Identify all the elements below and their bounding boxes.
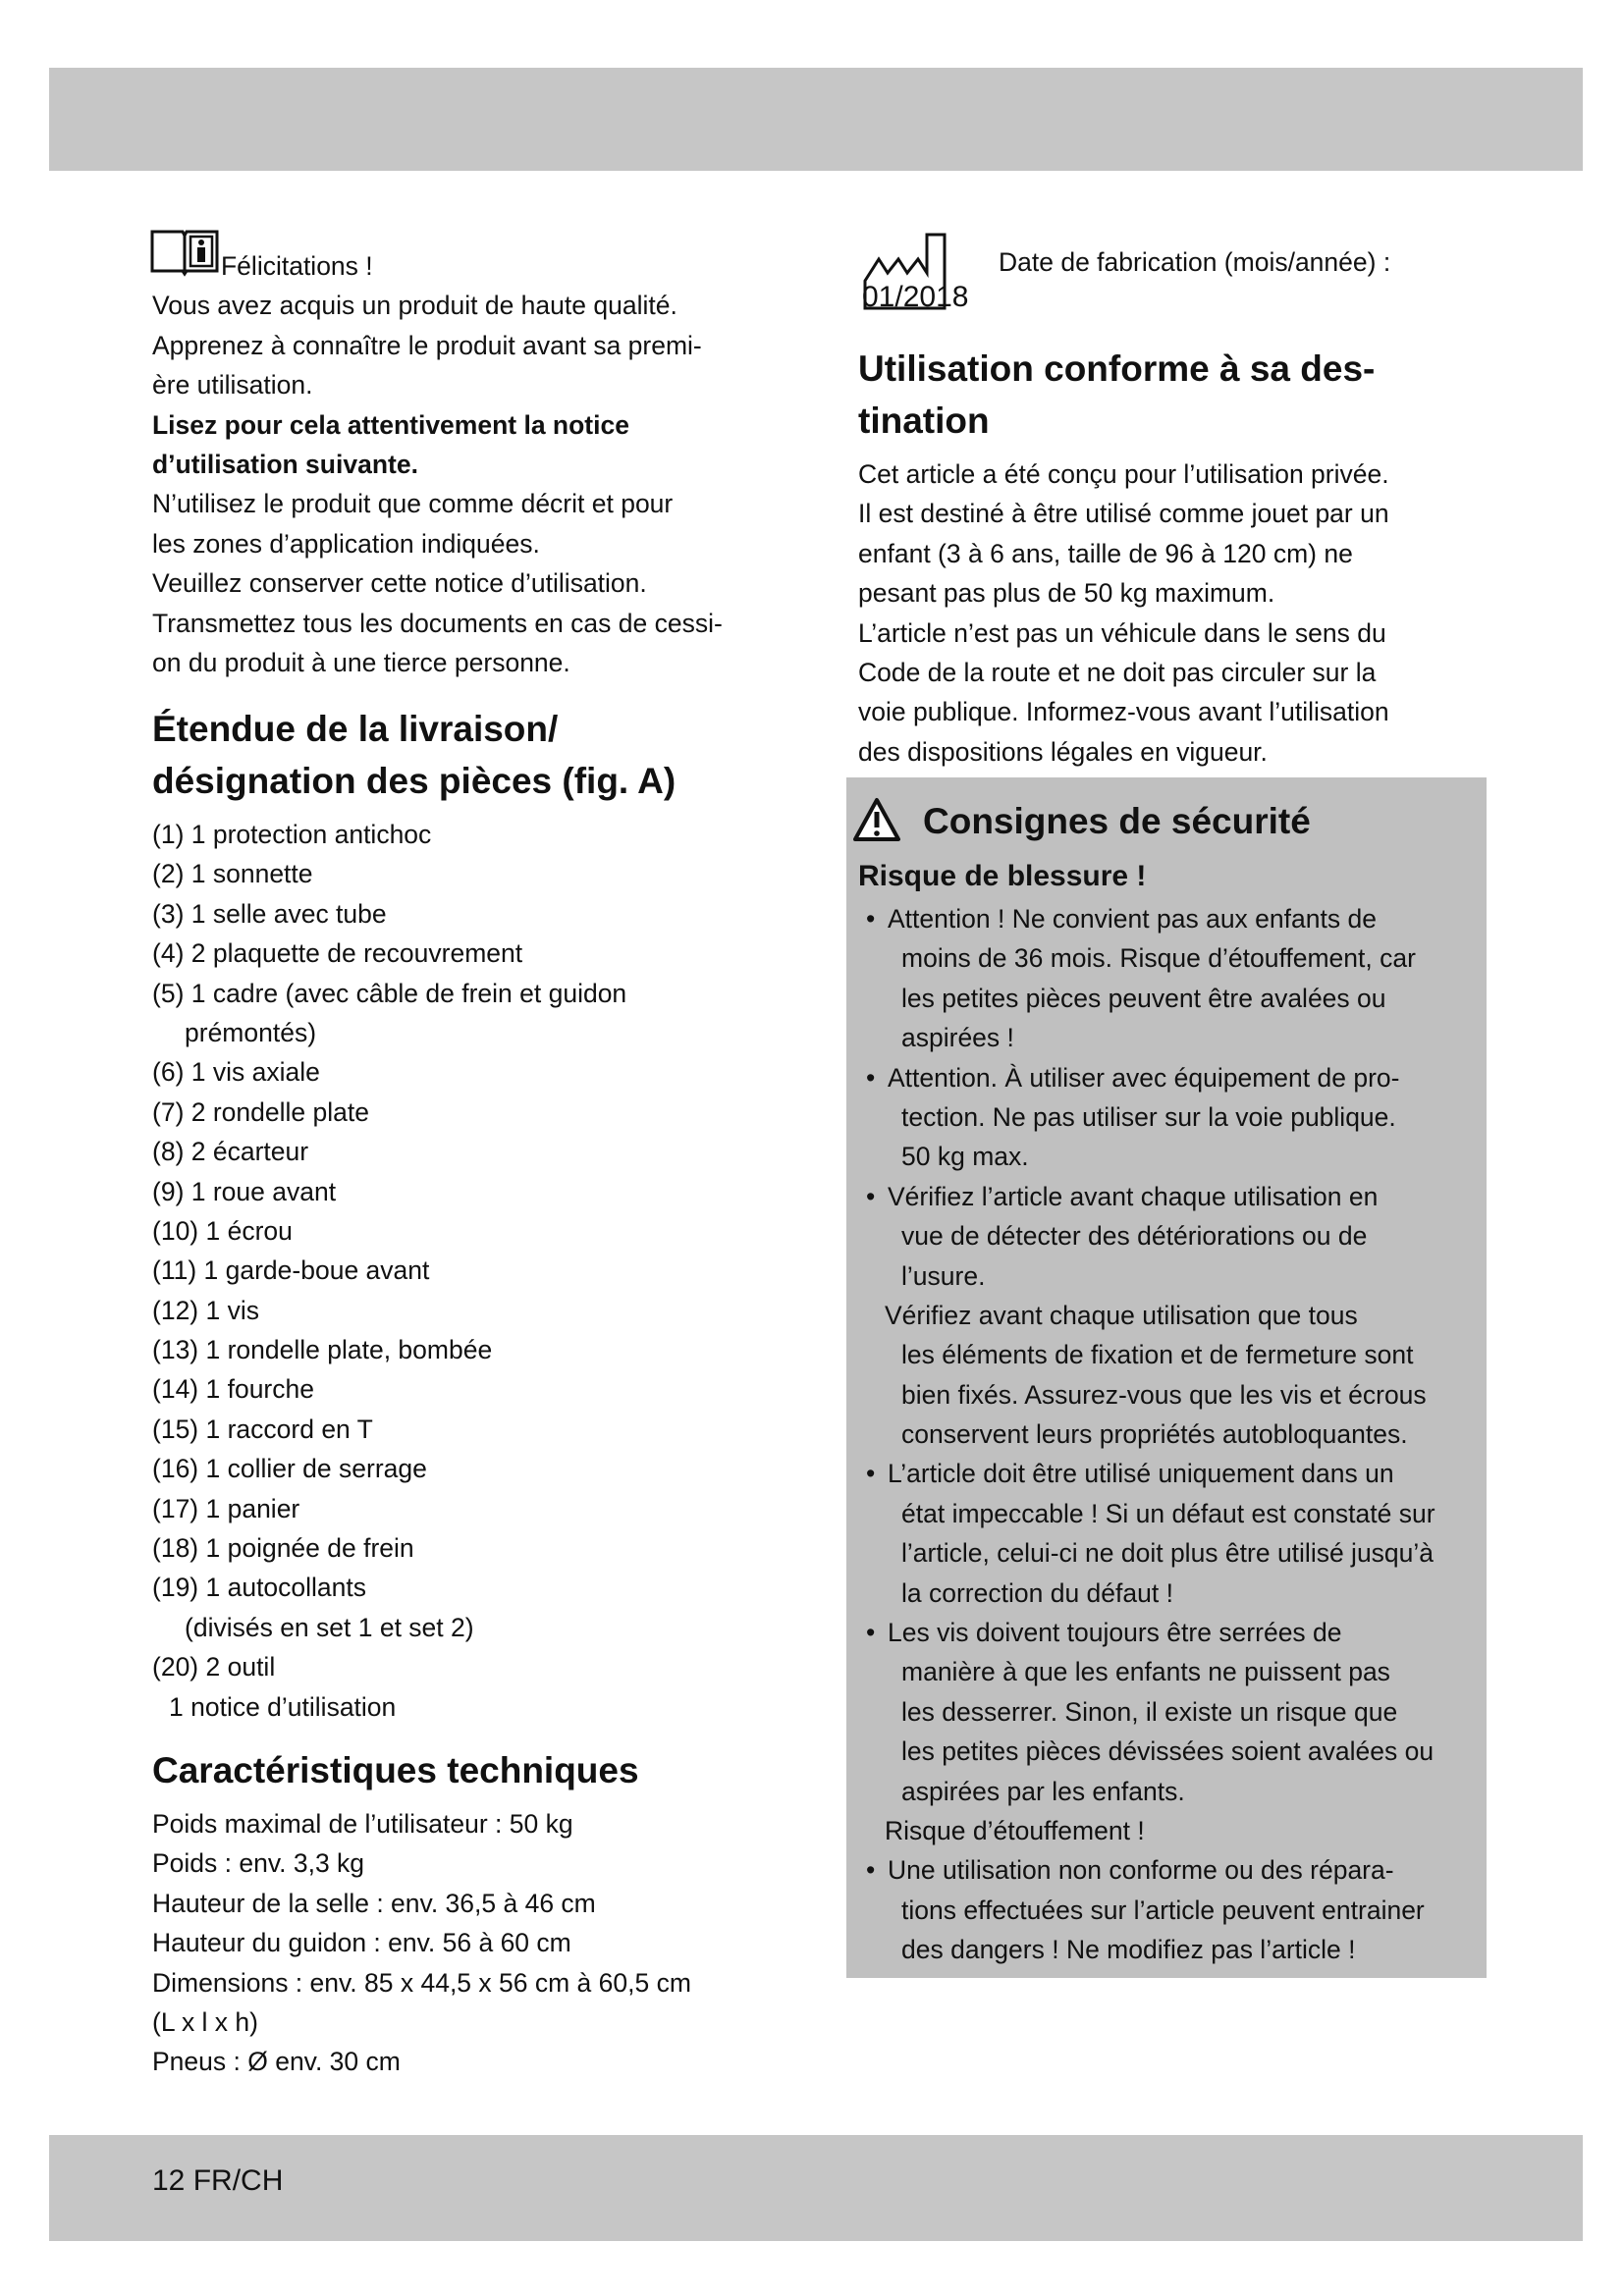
- text-line: (divisés en set 1 et set 2): [185, 1612, 474, 1642]
- safety-heading: Consignes de sécurité: [923, 801, 1311, 841]
- tech-heading: [152, 1744, 639, 1796]
- text-line: prémontés): [185, 1017, 317, 1047]
- text-line: • L’article doit être utilisé uniquement dans un: [858, 1454, 1435, 1493]
- text-line: Poids : env. 3,3 kg: [152, 1848, 365, 1879]
- text-line: (11) 1 garde-boue avant: [152, 1255, 430, 1286]
- text-line: des dangers ! Ne modifiez pas l’article !: [901, 1935, 1356, 1965]
- text-line: (14) 1 fourche: [152, 1374, 314, 1405]
- text-line: • Attention. À utiliser avec équipement de pro-: [858, 1058, 1435, 1097]
- text-line: (8) 2 écarteur: [152, 1137, 309, 1167]
- tech-specs: [152, 1804, 691, 2082]
- text-line: d’utilisation suivante.: [152, 449, 418, 479]
- text-line: (4) 2 plaquette de recouvrement: [152, 938, 523, 969]
- text-line: • Vérifiez l’article avant chaque utilisation en: [858, 1177, 1435, 1216]
- text-line: vue de détecter des détériorations ou de: [901, 1221, 1368, 1252]
- text-line: Vous avez acquis un produit de haute qualité.: [152, 291, 677, 321]
- text-line: les petites pièces dévissées soient avalées ou: [901, 1736, 1435, 1767]
- text-line: aspirées par les enfants.: [901, 1776, 1185, 1806]
- text-line: (20) 2 outil: [152, 1652, 276, 1682]
- text-line: (5) 1 cadre (avec câble de frein et guidon: [152, 978, 627, 1008]
- safety-list: [858, 899, 1435, 1970]
- text-line: les éléments de fixation et de fermeture sont: [901, 1340, 1414, 1370]
- manufacture-date-value: 01/2018: [862, 281, 969, 313]
- text-line: Cet article a été conçu pour l’utilisation privée.: [858, 459, 1389, 489]
- text-line: Caractéristiques techniques: [152, 1750, 639, 1790]
- text-line: Il est destiné à être utilisé comme jouet par un: [858, 499, 1389, 529]
- header-bar: [49, 68, 1583, 171]
- warning-icon: [852, 797, 901, 842]
- text-line: Veuillez conserver cette notice d’utilisation.: [152, 568, 647, 599]
- text-line: Félicitations !: [221, 251, 373, 281]
- text-line: (16) 1 collier de serrage: [152, 1454, 427, 1484]
- text-line: Risque d’étouffement !: [885, 1815, 1145, 1845]
- text-line: (17) 1 panier: [152, 1493, 300, 1523]
- text-line: L’article n’est pas un véhicule dans le sens du: [858, 617, 1386, 648]
- text-line: Étendue de la livraison/: [152, 709, 559, 749]
- text-line: (9) 1 roue avant: [152, 1176, 337, 1206]
- text-line: la correction du défaut !: [901, 1577, 1173, 1608]
- text-line: (15) 1 raccord en T: [152, 1414, 373, 1444]
- text-line: Utilisation conforme à sa des-: [858, 348, 1376, 389]
- text-line: Apprenez à connaître le produit avant sa premi-: [152, 330, 702, 360]
- text-line: (19) 1 autocollants: [152, 1573, 367, 1603]
- text-line: Vérifiez avant chaque utilisation que tous: [885, 1300, 1358, 1330]
- scope-heading: [152, 703, 676, 807]
- safety-subheading: [858, 855, 1146, 898]
- text-line: tions effectuées sur l’article peuvent entrainer: [901, 1895, 1425, 1925]
- text-line: Lisez pour cela attentivement la notice: [152, 409, 629, 440]
- text-line: conservent leurs propriétés autobloquantes.: [901, 1419, 1408, 1450]
- text-line: des dispositions légales en vigueur.: [858, 736, 1268, 767]
- text-line: Hauteur de la selle : env. 36,5 à 46 cm: [152, 1888, 596, 1918]
- text-line: les petites pièces peuvent être avalées ou: [901, 983, 1386, 1013]
- text-line: désignation des pièces (fig. A): [152, 761, 677, 801]
- parts-list: [152, 815, 626, 1727]
- text-line: (1) 1 protection antichoc: [152, 820, 432, 849]
- text-line: on du produit à une tierce personne.: [152, 647, 570, 677]
- text-line: Dimensions : env. 85 x 44,5 x 56 cm à 60,5 cm: [152, 1967, 691, 1998]
- intended-use-heading: [858, 343, 1375, 447]
- text-line: aspirées !: [901, 1023, 1014, 1053]
- text-line: enfant (3 à 6 ans, taille de 96 à 120 cm) ne: [858, 538, 1353, 568]
- text-line: • Une utilisation non conforme ou des répara-: [858, 1850, 1435, 1890]
- text-line: ère utilisation.: [152, 370, 313, 400]
- text-line: l’article, celui-ci ne doit plus être utilisé jusqu’à: [901, 1538, 1435, 1569]
- text-line: (L x l x h): [152, 2006, 258, 2037]
- intro-text: [152, 246, 723, 682]
- page-number: 12 FR/CH: [152, 2164, 284, 2197]
- text-line: pesant pas plus de 50 kg maximum.: [858, 578, 1275, 609]
- text-line: (12) 1 vis: [152, 1295, 259, 1325]
- text-line: 50 kg max.: [901, 1142, 1029, 1172]
- text-line: état impeccable ! Si un défaut est constaté sur: [901, 1498, 1435, 1528]
- text-line: (18) 1 poignée de frein: [152, 1533, 414, 1564]
- text-line: l’usure.: [901, 1260, 986, 1291]
- text-line: • Les vis doivent toujours être serrées de: [858, 1613, 1435, 1652]
- text-line: tination: [858, 400, 990, 441]
- text-line: 1 notice d’utilisation: [169, 1691, 397, 1722]
- text-line: les zones d’application indiquées.: [152, 528, 540, 559]
- text-line: (2) 1 sonnette: [152, 859, 313, 889]
- text-line: Hauteur du guidon : env. 56 à 60 cm: [152, 1928, 571, 1958]
- text-line: (3) 1 selle avec tube: [152, 898, 387, 929]
- text-line: Pneus : Ø env. 30 cm: [152, 2047, 401, 2077]
- text-line: (7) 2 rondelle plate: [152, 1096, 369, 1127]
- text-line: Risque de blessure !: [858, 860, 1147, 892]
- text-line: tection. Ne pas utiliser sur la voie publique.: [901, 1101, 1396, 1132]
- text-line: (13) 1 rondelle plate, bombée: [152, 1335, 493, 1365]
- text-line: N’utilisez le produit que comme décrit et pour: [152, 489, 674, 519]
- intended-use-text: [858, 454, 1389, 772]
- text-line: (6) 1 vis axiale: [152, 1057, 320, 1088]
- text-line: manière à que les enfants ne puissent pas: [901, 1657, 1390, 1687]
- text-line: les desserrer. Sinon, il existe un risque que: [901, 1696, 1398, 1727]
- text-line: moins de 36 mois. Risque d’étouffement, car: [901, 943, 1416, 974]
- text-line: (10) 1 écrou: [152, 1215, 293, 1246]
- text-line: Code de la route et ne doit pas circuler sur la: [858, 657, 1377, 687]
- text-line: voie publique. Informez-vous avant l’utilisation: [858, 697, 1389, 727]
- manufacture-date-label: Date de fabrication (mois/année) :: [999, 247, 1391, 277]
- text-line: Transmettez tous les documents en cas de cessi-: [152, 608, 723, 638]
- text-line: Poids maximal de l’utilisateur : 50 kg: [152, 1809, 573, 1839]
- text-line: bien fixés. Assurez-vous que les vis et écrous: [901, 1379, 1427, 1410]
- text-line: • Attention ! Ne convient pas aux enfants de: [858, 899, 1435, 938]
